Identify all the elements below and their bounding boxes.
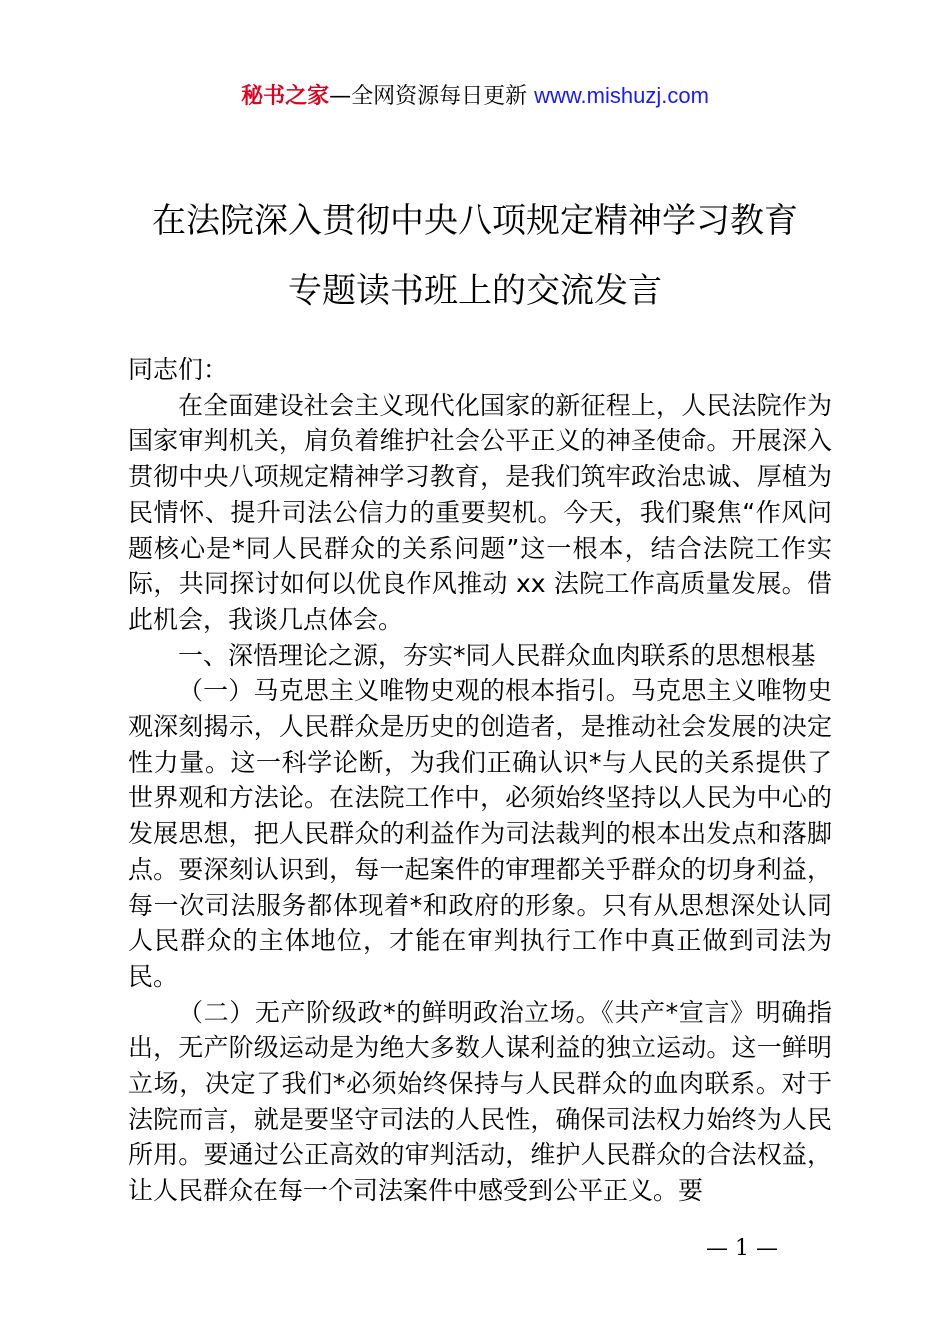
site-brand: 秘书之家 — [241, 84, 330, 109]
paragraph-intro: 在全面建设社会主义现代化国家的新征程上，人民法院作为国家审判机关，肩负着维护社会公平正义的神圣使命。开展深入贯彻中央八项规定精神学习教育，是我们筑牢政治忠诚、厚植为民情怀、提升司法公信力的重要契机。今天，我们聚焦“作风问题核心是*同人民群众的关系问题”这一根本，结合法院工作实际，共同探讨如何以优良作风推动 xx 法院工作高质量发展。借此机会，我谈几点体会。 — [128, 390, 832, 634]
salutation: 同志们： — [128, 355, 229, 384]
site-header — [0, 80, 950, 113]
title-line-1: 在法院深入贯彻中央八项规定精神学习教育 — [152, 201, 798, 241]
page-number: — 1 — — [706, 1236, 778, 1261]
site-tagline: —全网资源每日更新 — [329, 84, 528, 109]
title-line-2: 专题读书班上的交流发言 — [288, 271, 662, 311]
paragraph-subsection-1: （一）马克思主义唯物史观的根本指引。马克思主义唯物史观深刻揭示，人民群众是历史的创造者，是推动社会发展的决定性力量。这一科学论断，为我们正确认识*与人民的关系提供了世界观和方法论。在法院工作中，必须始终坚持以人民为中心的发展思想，把人民群众的利益作为司法裁判的根本出发点和落脚点。要深刻认识到，每一起案件的审理都关乎群众的切身利益，每一次司法服务都体现着*和政府的形象。只有从思想深处认同人民群众的主体地位，才能在审判执行工作中真正做到司法为民。 — [128, 676, 832, 991]
site-url[interactable]: www.mishuzj.com — [534, 83, 709, 108]
paragraph-subsection-2: （二）无产阶级政*的鲜明政治立场。《共产*宣言》明确指出，无产阶级运动是为绝大多数人谋利益的独立运动。这一鲜明立场，决定了我们*必须始终保持与人民群众的血肉联系。对于法院而言，就是要坚守司法的人民性，确保司法权力始终为人民所用。要通过公正高效的审判活动，维护人民群众的合法权益，让人民群众在每一个司法案件中感受到公平正义。要 — [128, 997, 832, 1206]
document-title — [0, 186, 950, 326]
document-body — [128, 352, 832, 1209]
section-heading-1: 一、深悟理论之源，夯实*同人民群众血肉联系的思想根基 — [178, 640, 816, 670]
